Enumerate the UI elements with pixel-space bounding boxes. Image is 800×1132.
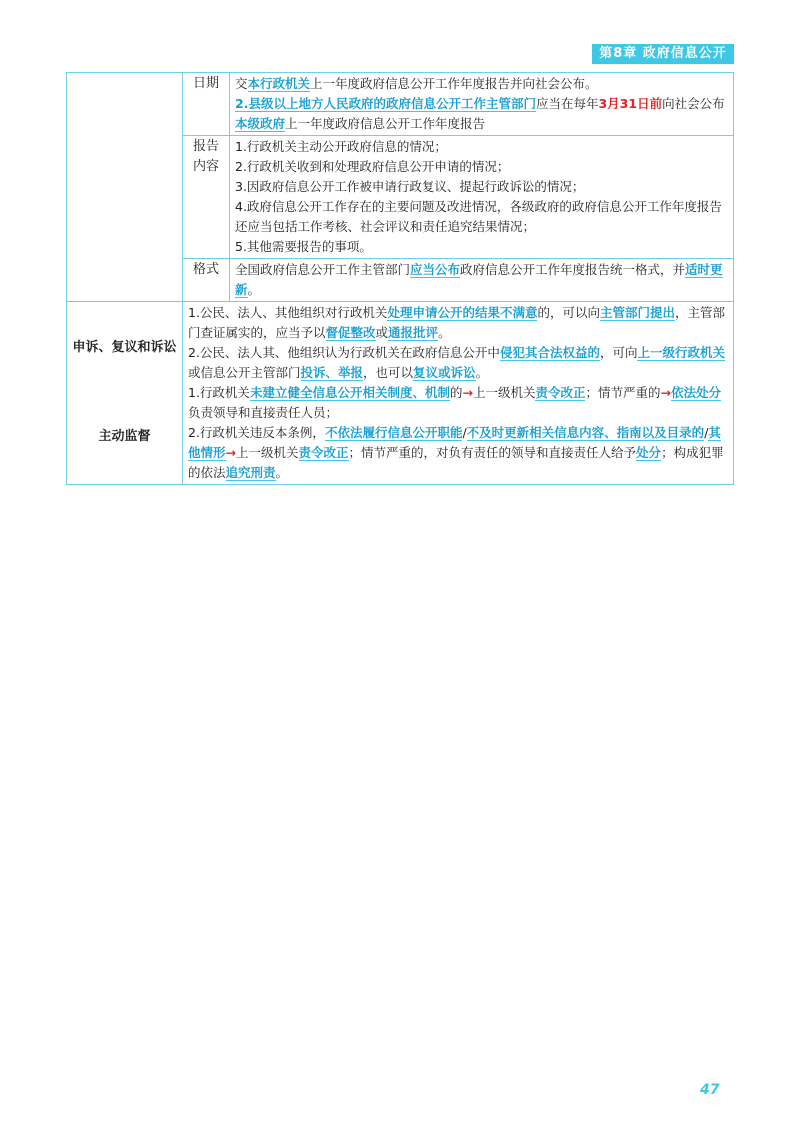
arrow-right-icon: → — [462, 385, 473, 400]
report-item: 1.行政机关主动公开政府信息的情况； — [235, 139, 447, 154]
report-item: 5.其他需要报告的事项。 — [235, 239, 372, 254]
format-content: 全国政府信息公开工作主管部门应当公布政府信息公开工作年度报告统一格式，并适时更新。 — [230, 259, 734, 302]
remedy-content — [183, 302, 734, 485]
info-disclosure-table — [66, 72, 734, 485]
supervision-paragraph-1: 1.行政机关未建立健全信息公开相关制度、机制的→上一级机关责令改正；情节严重的→依法处分负责领导和直接责任人员； — [188, 385, 721, 420]
table-row-remedy — [67, 302, 734, 485]
date-content — [230, 73, 734, 136]
row-label-format: 格式 — [183, 259, 230, 302]
category-label-supervision: 主动监督 — [98, 428, 151, 444]
arrow-right-icon: → — [660, 385, 671, 400]
supervision-paragraph-2: 2.行政机关违反本条例，不依法履行信息公开职能/不及时更新相关信息内容、指南以及目录的/其他情形→上一级机关责令改正；情节严重的，对负有责任的领导和直接责任人给予处分；构成犯罪的依法追究刑责。 — [188, 425, 724, 480]
remedy-category-cell — [67, 302, 183, 485]
appeal-paragraph-1: 1.公民、法人、其他组织对行政机关处理申请公开的结果不满意的，可以向主管部门提出，主管部门查证属实的，应当予以督促整改或通报批评。 — [188, 305, 725, 340]
row-label-report: 报告内容 — [183, 136, 230, 259]
category-label-appeal: 申诉、复议和诉讼 — [72, 339, 177, 355]
report-item: 2.行政机关收到和处理政府信息公开申请的情况； — [235, 159, 510, 174]
chapter-tag: 第8章 政府信息公开 — [592, 44, 734, 64]
date-paragraph-1: 交本行政机关上一年度政府信息公开工作年度报告并向社会公布。 — [235, 76, 598, 91]
date-paragraph-2: 2.县级以上地方人民政府的政府信息公开工作主管部门应当在每年3月31日前向社会公布本级政府上一年度政府信息公开工作年度报告 — [235, 96, 725, 131]
report-item: 3.因政府信息公开工作被申请行政复议、提起行政诉讼的情况； — [235, 179, 585, 194]
arrow-right-icon: → — [225, 445, 236, 460]
table-row-date — [67, 73, 734, 136]
appeal-paragraph-2: 2.公民、法人其、他组织认为行政机关在政府信息公开中侵犯其合法权益的，可向上一级行政机关或信息公开主管部门投诉、举报，也可以复议或诉讼。 — [188, 345, 725, 380]
report-content — [230, 136, 734, 259]
page-number: 47 — [700, 1082, 720, 1098]
empty-category-cell — [67, 73, 183, 302]
report-item: 4.政府信息公开工作存在的主要问题及改进情况，各级政府的政府信息公开工作年度报告还应当包括工作考核、社会评议和责任追究结果情况； — [235, 199, 722, 234]
row-label-date: 日期 — [183, 73, 230, 136]
